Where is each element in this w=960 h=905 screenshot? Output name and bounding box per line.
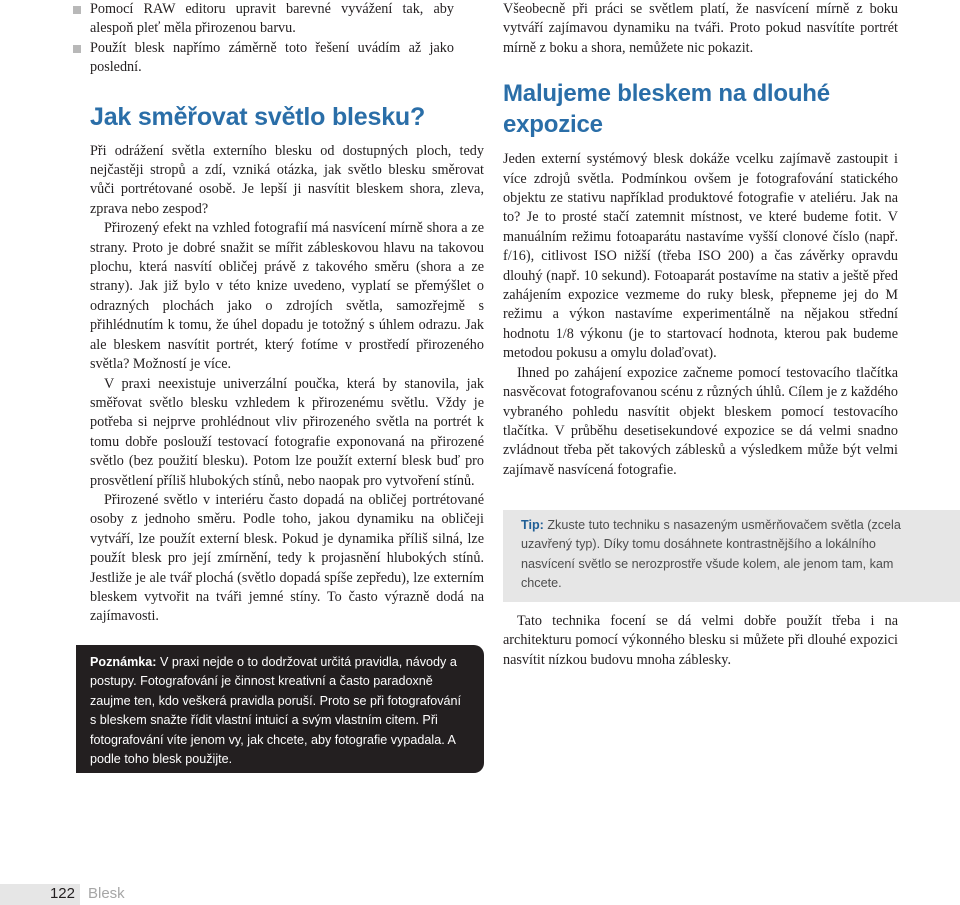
chapter-title: Blesk — [88, 885, 125, 902]
list-item: Pomocí RAW editoru upravit barevné vyvážení tak, aby alespoň pleť měla přirozenou barvu. — [90, 0, 454, 39]
left-column — [90, 0, 484, 627]
note-box — [76, 645, 484, 773]
paragraph: Přirozené světlo v interiéru často dopadá na obličej portrétované osoby z jednoho směru. Podle toho, jakou dynamiku na obličeji vytváří, lze použít externí blesk. Pokud je dynamika příliš silná, lze použít blesk pro její zmírnění, tedy k projasnění hlubokých stínů. Jestliže je ale tvář plochá (světlo dopadá spíše zepředu), lze externím bleskem vytvořit na tváři jemné stíny. To často výrazně dodá na zajímavosti. — [90, 491, 484, 625]
paragraph: Ihned po zahájení expozice začneme pomocí testovacího tlačítka nasvěcovat fotografovanou scénu z různých úhlů. Cílem je z každého vybraného pohledu nasvítit objekt bleskem pomocí testovacího tlačítka. V průběhu desetisekundové expozice se dá velmi snadno zvládnout třeba pět takových záblesků a výsledkem může být velmi zajímavě nasvícená fotografie. — [503, 364, 898, 478]
tip-label: Tip: — [521, 518, 544, 532]
page-footer — [0, 884, 960, 905]
paragraph: Jeden externí systémový blesk dokáže vcelku zajímavě zastoupit i více zdrojů světla. Podmínkou ovšem je fotografování statického objektu ze stativu například produktové fotografie v ateliéru. Jak na to? Je to prosté stačí zatemnit místnost, ve které budeme fotit. V manuálním režimu fotoaparátu nastavíme vyšší clonové číslo (např. f/16), citlivost ISO nižší (třeba ISO 200) a čas závěrky opravdu dlouhý (např. 10 sekund). Fotoaparát postavíme na stativ a ještě před zahájením expozice vezmeme do ruky blesk, přepneme jej do M režimu a výkon nastavíme experimentálně na nějakou střední hodnotu 1/8 výkonu (je to startovací hodnota, kterou pak budeme metodou pokusu a omylu dolaďovat). — [503, 151, 898, 362]
list-item: Použít blesk napřímo záměrně toto řešení uvádím až jako poslední. — [90, 39, 454, 78]
note-label: Poznámka: — [90, 655, 157, 669]
bullet-list — [60, 0, 454, 78]
right-column — [503, 0, 898, 480]
paragraph: Při odrážení světla externího blesku od dostupných ploch, tedy nejčastěji stropů a zdí, vzniká otázka, jak světlo blesku směrovat vůči portrétované osobě. Je lepší ji nasvítit bleskem shora, zleva, zprava nebo zespod? — [90, 142, 484, 217]
after-tip-column — [503, 612, 898, 670]
bullet-square-icon — [73, 6, 81, 14]
paragraph: Tato technika focení se dá velmi dobře použít třeba i na architekturu pomocí výkonného blesku si můžete při dlouhé expozici nasvítit nízkou budovu mnoha záblesky. — [503, 613, 898, 668]
note-text: V praxi nejde o to dodržovat určitá pravidla, návody a postupy. Fotografování je činnost kreativní a často paradoxně zaujme ten, kdo veškerá pravidla poruší. Proto se při fotografování s bleskem snažte řídit vlastní intuicí a svým vlastním citem. Při fotografování víte jenom vy, jak chcete, aby fotografie vypadala. A podle toho blesk použijte. — [90, 655, 462, 767]
tip-text: Zkuste tuto techniku s nasazeným usměrňovačem světla (zcela uzavřený typ). Díky tomu dosáhnete kontrastnějšího a lokálního nasvícení světlo se nerozprostře všude kolem, ale jenom tam, kam chcete. — [521, 518, 901, 591]
page-number: 122 — [49, 885, 75, 902]
page-number-box — [0, 884, 80, 905]
paragraph: Přirozený efekt na vzhled fotografií má nasvícení mírně shora a ze strany. Proto je dobré snažit se mířit zábleskovou hlavu na takovou plochu, která nasvítí obličej právě z takového směru (shora a ze strany). Jak již bylo v této knize uvedeno, vyplatí se přemýšlet o odrazných plochách jako o zdrojích světla, samozřejmě s přihlédnutím k tomu, že úhel dopadu je totožný s úhlem odrazu. Jak ale bleskem nasvítit portrét, který fotíme v prostředí přirozeného světla? Možností je více. — [90, 220, 484, 373]
paragraph: Všeobecně při práci se světlem platí, že nasvícení mírně z boku vytváří zajímavou dynamiku na tváři. Proto pokud nasvítíte portrét mírně z boku a shora, nemůžete nic pokazit. — [503, 1, 898, 56]
section-heading: Malujeme bleskem na dlouhé expozice — [503, 80, 830, 139]
section-heading: Jak směřovat světlo blesku? — [90, 102, 426, 131]
paragraph: V praxi neexistuje univerzální poučka, která by stanovila, jak směřovat světlo blesku vzhledem k přirozenému světlu. Vždy je potřeba si nejprve prohlédnout vliv přirozeného světla na portrét k tomu dobře poslouží testovací fotografie exponovaná na přirozené světlo (bez použití blesku). Potom lze použít externí blesk buď pro prosvětlení příliš hlubokých stínů, nebo naopak pro vytvoření stínů. — [90, 375, 484, 489]
tip-box — [503, 510, 960, 602]
bullet-square-icon — [73, 45, 81, 53]
